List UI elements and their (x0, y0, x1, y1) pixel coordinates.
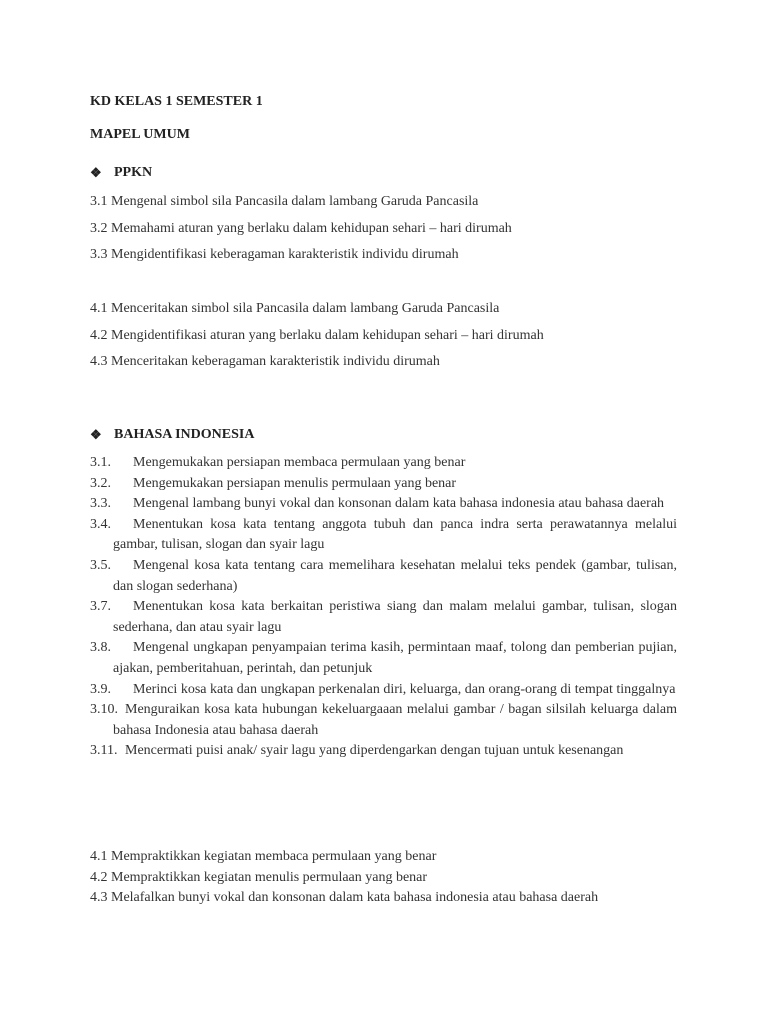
item-text: Mengenal kosa kata tentang cara memelihara kesehatan melalui teks pendek (gambar, tulisan, dan slogan sederhana) (113, 557, 677, 594)
list-item (90, 494, 677, 515)
bahasa-kd4-list (90, 847, 598, 909)
section-title-bahasa-indonesia: BAHASA INDONESIA (114, 427, 255, 442)
diamond-bullet-icon: ❖ (90, 427, 102, 442)
item-number: 3.7. (90, 599, 111, 615)
list-item (90, 700, 677, 741)
item-number: 3.4. (90, 516, 111, 532)
bahasa-kd3-list (90, 453, 677, 762)
list-item: 4.3 Melafalkan bunyi vokal dan konsonan dalam kata bahasa indonesia atau bahasa daerah (90, 890, 599, 905)
list-item (90, 515, 677, 556)
item-number: 3.3. (90, 496, 111, 512)
ppkn-kd3-list (90, 192, 678, 272)
item-number: 3.11. (90, 743, 118, 759)
item-text: Mencermati puisi anak/ syair lagu yang diperdengarkan dengan tujuan untuk kesenangan (125, 743, 624, 759)
item-text: Mengemukakan persiapan menulis permulaan yang benar (133, 475, 457, 491)
section-heading-ppkn (90, 165, 152, 181)
item-number: 3.5. (90, 557, 111, 573)
item-text: Mengenal lambang bunyi vokal dan konsonan dalam kata bahasa indonesia atau bahasa daerah (133, 496, 665, 512)
list-item: 3.2 Memahami aturan yang berlaku dalam kehidupan sehari – hari dirumah (90, 220, 512, 236)
list-item: 4.1 Menceritakan simbol sila Pancasila dalam lambang Garuda Pancasila (90, 301, 500, 316)
list-item: 4.2 Mempraktikkan kegiatan menulis permulaan yang benar (90, 869, 428, 885)
item-number: 3.10. (90, 702, 118, 718)
list-item (90, 597, 677, 638)
item-text: Mengenal ungkapan penyampaian terima kasih, permintaan maaf, tolong dan pemberian pujian, ajakan, pemberitahuan, perintah, dan petunjuk (113, 640, 677, 676)
list-item: 3.3 Mengidentifikasi keberagaman karakteristik individu dirumah (90, 247, 459, 263)
list-item (90, 453, 677, 474)
item-text: Merinci kosa kata dan ungkapan perkenalan diri, keluarga, dan orang-orang di tempat tinggalnya (133, 681, 676, 697)
document-title: KD KELAS 1 SEMESTER 1 (90, 94, 263, 109)
list-item: 3.1 Mengenal simbol sila Pancasila dalam lambang Garuda Pancasila (90, 194, 479, 209)
list-item: 4.1 Mempraktikkan kegiatan membaca permulaan yang benar (90, 849, 437, 864)
item-number: 3.1. (90, 455, 111, 470)
list-item: 4.2 Mengidentifikasi aturan yang berlaku dalam kehidupan sehari – hari dirumah (90, 327, 544, 343)
ppkn-kd4-list (90, 299, 678, 379)
item-text: Menentukan kosa kata tentang anggota tubuh dan panca indra serta perawatannya melalui gambar, tulisan, slogan dan syair lagu (113, 516, 677, 553)
document-subtitle: MAPEL UMUM (90, 127, 190, 142)
item-text: Menentukan kosa kata berkaitan peristiwa siang dan malam melalui gambar, tulisan, slogan sederhana, dan atau syair lagu (113, 599, 677, 635)
section-heading-bahasa-indonesia (90, 427, 254, 443)
list-item (90, 556, 677, 597)
item-number: 3.9. (90, 681, 111, 697)
list-item (90, 638, 677, 679)
item-number: 3.8. (90, 640, 111, 656)
list-item (90, 474, 677, 495)
section-title-ppkn: PPKN (114, 165, 153, 180)
item-text: Mengemukakan persiapan membaca permulaan yang benar (133, 455, 466, 470)
list-item (90, 680, 677, 701)
item-text: Menguraikan kosa kata hubungan kekeluargaaan melalui gambar / bagan silsilah keluarga dalam bahasa Indonesia atau bahasa daerah (113, 702, 677, 738)
diamond-bullet-icon: ❖ (90, 165, 102, 180)
list-item: 4.3 Menceritakan keberagaman karakteristik individu dirumah (90, 354, 440, 370)
item-number: 3.2. (90, 475, 111, 491)
list-item (90, 741, 677, 762)
